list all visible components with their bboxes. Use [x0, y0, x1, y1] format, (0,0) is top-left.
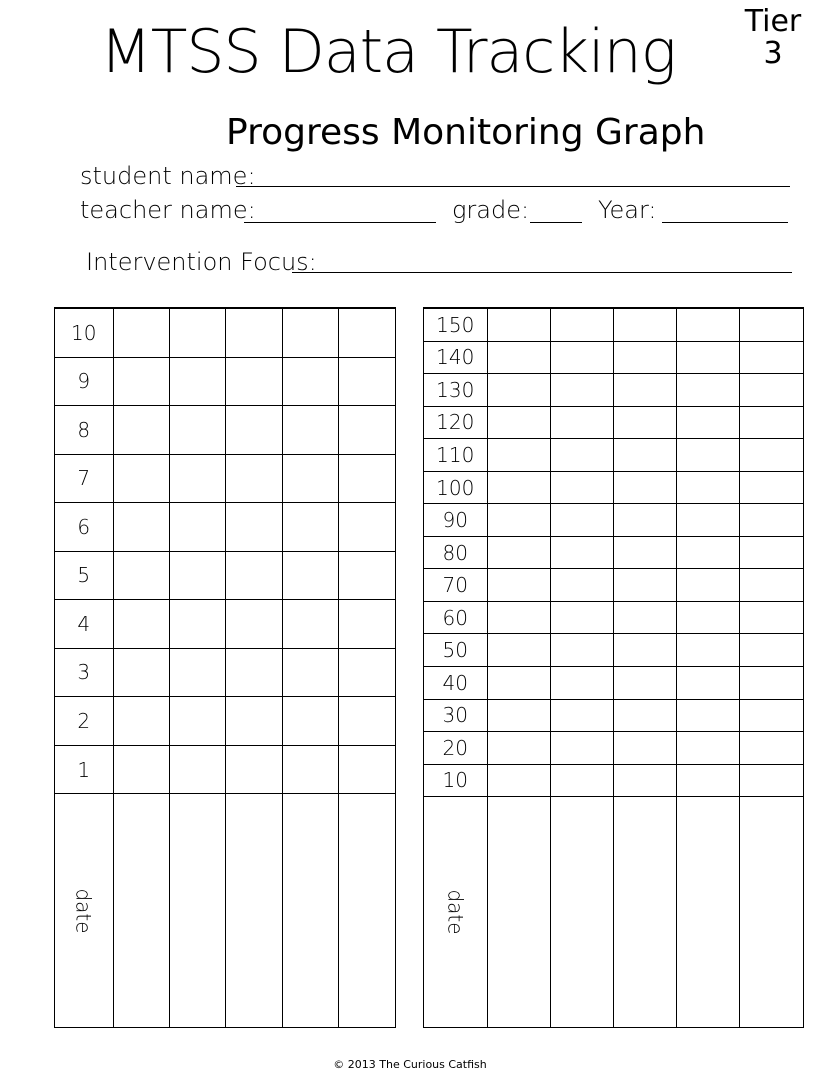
right-grid-cell[interactable]	[740, 569, 803, 602]
left-grid-cell[interactable]	[282, 503, 338, 552]
right-grid-cell[interactable]	[550, 374, 613, 407]
right-grid-cell[interactable]	[487, 699, 550, 732]
right-grid-date-label-cell	[424, 797, 487, 1027]
right-grid-cell[interactable]	[487, 732, 550, 765]
year-label: Year:	[598, 196, 657, 224]
right-grid-cell[interactable]	[677, 732, 740, 765]
right-grid-row-label: 80	[424, 536, 487, 569]
teacher-name-label: teacher name:	[80, 196, 256, 224]
teacher-name-line[interactable]	[244, 222, 436, 223]
left-grid-cell[interactable]	[339, 406, 395, 455]
right-grid-cell[interactable]	[550, 309, 613, 342]
right-grid-cell[interactable]	[613, 699, 676, 732]
grade-line[interactable]	[530, 222, 582, 223]
left-grid-row-label: 7	[55, 454, 113, 503]
left-grid-cell[interactable]	[169, 503, 225, 552]
left-grid-row-label: 4	[55, 600, 113, 649]
right-grid-cell[interactable]	[740, 667, 803, 700]
left-grid-cell[interactable]	[226, 454, 282, 503]
right-grid-row	[424, 536, 803, 569]
left-grid-cell[interactable]	[169, 697, 225, 746]
right-grid-cell[interactable]	[550, 536, 613, 569]
right-grid-cell[interactable]	[677, 341, 740, 374]
right-grid-cell[interactable]	[740, 732, 803, 765]
left-grid-cell[interactable]	[282, 454, 338, 503]
left-grid-cell[interactable]	[339, 745, 395, 794]
left-grid-row	[55, 648, 395, 697]
right-grid-cell[interactable]	[550, 732, 613, 765]
right-grid-cell[interactable]	[740, 504, 803, 537]
left-grid-cell[interactable]	[169, 309, 225, 358]
right-grid-cell[interactable]	[550, 341, 613, 374]
right-grid-row-label: 30	[424, 699, 487, 732]
right-grid-cell[interactable]	[550, 634, 613, 667]
left-grid-cell[interactable]	[282, 309, 338, 358]
right-grid-cell[interactable]	[487, 601, 550, 634]
right-grid-row-label: 20	[424, 732, 487, 765]
right-grid-cell[interactable]	[613, 764, 676, 797]
left-grid-cell[interactable]	[113, 406, 169, 455]
right-grid-row	[424, 341, 803, 374]
left-grid-cell[interactable]	[226, 600, 282, 649]
right-grid-row	[424, 309, 803, 342]
right-grid-cell[interactable]	[677, 601, 740, 634]
left-grid-table	[55, 308, 395, 1027]
right-grid-cell[interactable]	[740, 536, 803, 569]
left-grid-row-label: 1	[55, 745, 113, 794]
left-grid-cell[interactable]	[169, 745, 225, 794]
right-grid-cell[interactable]	[740, 374, 803, 407]
right-grid-cell[interactable]	[613, 732, 676, 765]
right-grid-table	[424, 308, 803, 1027]
left-grid-cell[interactable]	[339, 357, 395, 406]
tier-badge	[738, 6, 808, 70]
right-grid-date-cell[interactable]	[677, 797, 740, 1027]
right-grid-row	[424, 374, 803, 407]
left-grid-row	[55, 697, 395, 746]
left-grid-cell[interactable]	[113, 697, 169, 746]
left-grid-cell[interactable]	[282, 551, 338, 600]
right-grid-cell[interactable]	[487, 406, 550, 439]
right-grid-cell[interactable]	[677, 764, 740, 797]
right-grid-row-label: 90	[424, 504, 487, 537]
right-grid-cell[interactable]	[740, 634, 803, 667]
left-grid-cell[interactable]	[226, 503, 282, 552]
right-grid-cell[interactable]	[613, 634, 676, 667]
right-grid-cell[interactable]	[487, 667, 550, 700]
left-grid-row	[55, 406, 395, 455]
tier-label: Tier	[744, 4, 802, 39]
left-grid-date-label-cell	[55, 794, 113, 1027]
left-grid-cell[interactable]	[226, 357, 282, 406]
left-grid-cell[interactable]	[282, 357, 338, 406]
right-grid-date-label: date	[443, 889, 468, 935]
right-grid-cell[interactable]	[487, 439, 550, 472]
right-grid-date-cell[interactable]	[613, 797, 676, 1027]
left-grid-cell[interactable]	[113, 503, 169, 552]
right-grid-cell[interactable]	[677, 309, 740, 342]
left-grid-row-label: 2	[55, 697, 113, 746]
left-progress-grid	[54, 307, 396, 1028]
copyright-footer: © 2013 The Curious Catfish	[333, 1058, 487, 1071]
right-grid-date-row	[424, 797, 803, 1027]
left-grid-date-cell[interactable]	[282, 794, 338, 1027]
page-subtitle: Progress Monitoring Graph	[226, 112, 706, 153]
right-grid-cell[interactable]	[613, 341, 676, 374]
right-grid-row-label: 50	[424, 634, 487, 667]
right-grid-cell[interactable]	[487, 536, 550, 569]
right-grid-row-label: 100	[424, 471, 487, 504]
left-grid-cell[interactable]	[282, 648, 338, 697]
right-grid-row	[424, 764, 803, 797]
right-grid-row-label: 110	[424, 439, 487, 472]
left-grid-row	[55, 503, 395, 552]
left-grid-row-label: 10	[55, 309, 113, 358]
year-line[interactable]	[662, 222, 788, 223]
right-grid-cell[interactable]	[487, 471, 550, 504]
right-grid-cell[interactable]	[677, 374, 740, 407]
right-grid-cell[interactable]	[550, 471, 613, 504]
left-grid-row	[55, 357, 395, 406]
right-grid-cell[interactable]	[677, 504, 740, 537]
left-grid-cell[interactable]	[226, 551, 282, 600]
right-grid-cell[interactable]	[677, 634, 740, 667]
left-grid-cell[interactable]	[282, 406, 338, 455]
right-grid-date-cell[interactable]	[740, 797, 803, 1027]
left-grid-row-label: 5	[55, 551, 113, 600]
right-grid-cell[interactable]	[677, 471, 740, 504]
right-grid-cell[interactable]	[550, 764, 613, 797]
right-grid-row	[424, 699, 803, 732]
left-grid-row	[55, 309, 395, 358]
right-grid-cell[interactable]	[740, 341, 803, 374]
left-grid-date-row	[55, 794, 395, 1027]
right-grid-cell[interactable]	[487, 634, 550, 667]
left-grid-date-cell[interactable]	[169, 794, 225, 1027]
right-grid-cell[interactable]	[487, 504, 550, 537]
right-grid-cell[interactable]	[740, 699, 803, 732]
left-grid-date-label: date	[71, 888, 96, 934]
left-grid-cell[interactable]	[169, 600, 225, 649]
right-grid-row	[424, 634, 803, 667]
left-grid-cell[interactable]	[169, 406, 225, 455]
left-grid-cell[interactable]	[339, 600, 395, 649]
right-grid-cell[interactable]	[613, 601, 676, 634]
intervention-focus-line[interactable]	[292, 272, 792, 273]
right-grid-cell[interactable]	[613, 406, 676, 439]
right-grid-cell[interactable]	[613, 667, 676, 700]
right-grid-cell[interactable]	[740, 439, 803, 472]
left-grid-cell[interactable]	[339, 551, 395, 600]
right-grid-cell[interactable]	[677, 569, 740, 602]
right-grid-cell[interactable]	[550, 601, 613, 634]
right-grid-row	[424, 732, 803, 765]
right-grid-cell[interactable]	[740, 601, 803, 634]
left-grid-cell[interactable]	[113, 454, 169, 503]
left-grid-cell[interactable]	[113, 309, 169, 358]
right-grid-cell[interactable]	[677, 439, 740, 472]
right-grid-date-cell[interactable]	[487, 797, 550, 1027]
right-grid-cell[interactable]	[677, 406, 740, 439]
left-grid-row	[55, 600, 395, 649]
left-grid-cell[interactable]	[169, 648, 225, 697]
left-grid-row-label: 6	[55, 503, 113, 552]
right-grid-row	[424, 406, 803, 439]
right-grid-cell[interactable]	[613, 309, 676, 342]
right-grid-cell[interactable]	[740, 471, 803, 504]
right-grid-row	[424, 504, 803, 537]
right-grid-cell[interactable]	[550, 699, 613, 732]
right-grid-cell[interactable]	[740, 406, 803, 439]
right-grid-cell[interactable]	[487, 569, 550, 602]
left-grid-cell[interactable]	[113, 600, 169, 649]
left-grid-cell[interactable]	[339, 454, 395, 503]
student-name-line[interactable]	[236, 186, 790, 187]
right-grid-date-cell[interactable]	[550, 797, 613, 1027]
right-grid-row-label: 140	[424, 341, 487, 374]
right-grid-row	[424, 667, 803, 700]
right-grid-cell[interactable]	[740, 309, 803, 342]
right-grid-row-label: 130	[424, 374, 487, 407]
right-grid-cell[interactable]	[550, 439, 613, 472]
left-grid-row	[55, 454, 395, 503]
left-grid-cell[interactable]	[226, 309, 282, 358]
right-grid-row-label: 40	[424, 667, 487, 700]
right-grid-cell[interactable]	[613, 439, 676, 472]
right-grid-cell[interactable]	[613, 536, 676, 569]
right-grid-cell[interactable]	[550, 406, 613, 439]
right-grid-cell[interactable]	[677, 536, 740, 569]
right-grid-row-label: 70	[424, 569, 487, 602]
page-title: MTSS Data Tracking	[100, 17, 676, 87]
right-grid-cell[interactable]	[487, 374, 550, 407]
grade-label: grade:	[452, 196, 530, 224]
left-grid-cell[interactable]	[169, 454, 225, 503]
tier-number: 3	[763, 36, 783, 71]
left-grid-row	[55, 551, 395, 600]
left-grid-cell[interactable]	[226, 406, 282, 455]
right-grid-row	[424, 601, 803, 634]
left-grid-row	[55, 745, 395, 794]
left-grid-cell[interactable]	[339, 309, 395, 358]
right-grid-cell[interactable]	[613, 504, 676, 537]
left-grid-row-label: 8	[55, 406, 113, 455]
right-grid-cell[interactable]	[740, 764, 803, 797]
right-grid-cell[interactable]	[487, 764, 550, 797]
left-grid-date-cell[interactable]	[113, 794, 169, 1027]
left-grid-cell[interactable]	[282, 745, 338, 794]
right-grid-cell[interactable]	[613, 471, 676, 504]
left-grid-cell[interactable]	[113, 648, 169, 697]
left-grid-cell[interactable]	[339, 697, 395, 746]
intervention-focus-label: Intervention Focus:	[86, 248, 317, 276]
left-grid-cell[interactable]	[339, 503, 395, 552]
right-grid-cell[interactable]	[550, 569, 613, 602]
right-grid-cell[interactable]	[550, 504, 613, 537]
right-grid-cell[interactable]	[613, 569, 676, 602]
left-grid-row-label: 3	[55, 648, 113, 697]
right-grid-cell[interactable]	[487, 341, 550, 374]
left-grid-cell[interactable]	[169, 357, 225, 406]
right-grid-row	[424, 569, 803, 602]
right-grid-cell[interactable]	[550, 667, 613, 700]
left-grid-row-label: 9	[55, 357, 113, 406]
right-grid-cell[interactable]	[677, 667, 740, 700]
left-grid-cell[interactable]	[113, 357, 169, 406]
left-grid-cell[interactable]	[282, 600, 338, 649]
left-grid-date-cell[interactable]	[339, 794, 395, 1027]
right-grid-cell[interactable]	[487, 309, 550, 342]
right-grid-row-label: 60	[424, 601, 487, 634]
left-grid-cell[interactable]	[226, 697, 282, 746]
right-grid-cell[interactable]	[613, 374, 676, 407]
right-grid-cell[interactable]	[677, 699, 740, 732]
right-grid-row-label: 10	[424, 764, 487, 797]
right-progress-grid	[423, 307, 804, 1028]
left-grid-cell[interactable]	[169, 551, 225, 600]
student-name-label: student name:	[80, 162, 256, 190]
left-grid-cell[interactable]	[113, 551, 169, 600]
left-grid-date-cell[interactable]	[226, 794, 282, 1027]
right-grid-row	[424, 471, 803, 504]
left-grid-cell[interactable]	[282, 697, 338, 746]
right-grid-row-label: 150	[424, 309, 487, 342]
right-grid-row-label: 120	[424, 406, 487, 439]
left-grid-cell[interactable]	[226, 648, 282, 697]
left-grid-cell[interactable]	[226, 745, 282, 794]
right-grid-row	[424, 439, 803, 472]
left-grid-cell[interactable]	[113, 745, 169, 794]
left-grid-cell[interactable]	[339, 648, 395, 697]
